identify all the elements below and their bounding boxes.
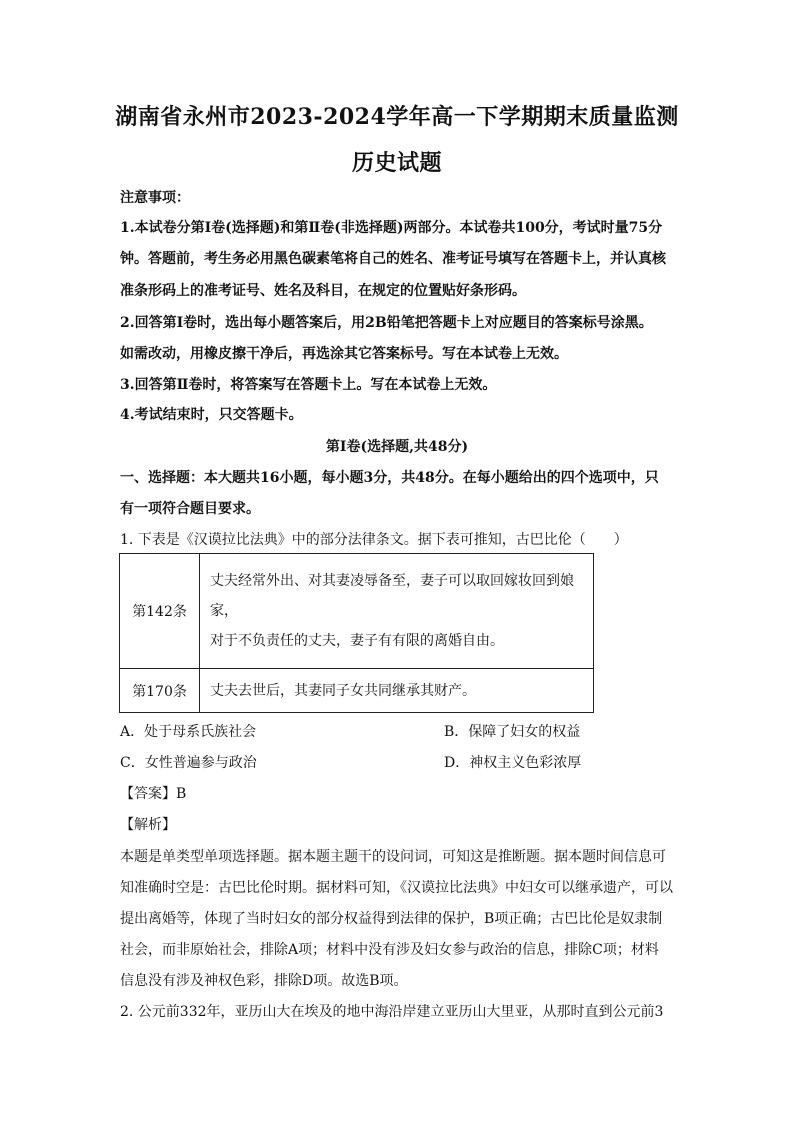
notes-line: 2.回答第Ⅰ卷时，选出每小题答案后，用2B铅笔把答题卡上对应题目的答案标号涂黑。 bbox=[120, 315, 653, 331]
exam-subject: 历史试题 bbox=[351, 150, 442, 176]
section-instruction: 一、选择题：本大题共16小题，每小题3分，共48分。在每小题给出的四个选项中，只 bbox=[120, 470, 659, 486]
exam-title: 湖南省永州市2023-2024学年高一下学期期末质量监测 bbox=[115, 104, 679, 130]
question-1-stem: 1. 下表是《汉谟拉比法典》中的部分法律条文。据下表可推知，古巴比伦（ ） bbox=[120, 532, 628, 548]
article-text-line: 对于不负责任的丈夫，妻子有有限的离婚自由。 bbox=[210, 633, 504, 649]
analysis-line: 社会，而非原始社会，排除A项；材料中没有涉及妇女参与政治的信息，排除C项；材料 bbox=[120, 942, 659, 958]
option-d: D．神权主义色彩浓厚 bbox=[444, 755, 582, 771]
analysis-line: 提出离婚等，体现了当时妇女的部分权益得到法律的保护，B项正确；古巴比伦是奴隶制 bbox=[120, 911, 663, 927]
law-table bbox=[119, 553, 594, 713]
analysis-line: 信息没有涉及神权色彩，排除D项。故选B项。 bbox=[120, 973, 408, 989]
notes-line: 4.考试结束时，只交答题卡。 bbox=[120, 407, 303, 423]
article-text-line: 丈夫经常外出、对其妻凌辱备至，妻子可以取回嫁妆回到娘 bbox=[210, 573, 574, 589]
answer-label: 【答案】B bbox=[120, 786, 187, 802]
analysis-heading: 【解析】 bbox=[120, 817, 176, 833]
article-number: 第170条 bbox=[120, 669, 200, 713]
notes-line: 如需改动，用橡皮擦干净后，再选涂其它答案标号。写在本试卷上无效。 bbox=[120, 346, 568, 362]
section-instruction: 有一项符合题目要求。 bbox=[120, 501, 260, 517]
option-c: C．女性普遍参与政治 bbox=[120, 755, 257, 771]
table-row bbox=[120, 669, 594, 713]
analysis-line: 知准确时空是：古巴比伦时期。据材料可知，《汉谟拉比法典》中妇女可以继承遗产，可以 bbox=[120, 880, 673, 896]
option-b: B．保障了妇女的权益 bbox=[444, 724, 581, 740]
analysis-line: 本题是单类型单项选择题。据本题主题干的设问词，可知这是推断题。据本题时间信息可 bbox=[120, 849, 666, 865]
article-text-line: 家， bbox=[210, 603, 238, 619]
notes-line: 钟。答题前，考生务必用黑色碳素笔将自己的姓名、准考证号填写在答题卡上，并认真核 bbox=[120, 251, 666, 267]
table-row bbox=[120, 554, 594, 669]
part-title: 第Ⅰ卷(选择题,共48分) bbox=[325, 439, 469, 455]
notes-heading: 注意事项： bbox=[120, 190, 190, 206]
notes-line: 3.回答第Ⅱ卷时，将答案写在答题卡上。写在本试卷上无效。 bbox=[120, 377, 497, 393]
article-text bbox=[200, 669, 594, 713]
notes-line: 1.本试卷分第Ⅰ卷(选择题)和第Ⅱ卷(非选择题)两部分。本试卷共100分，考试时量75分 bbox=[120, 220, 663, 236]
article-number: 第142条 bbox=[120, 554, 200, 669]
option-a: A．处于母系氏族社会 bbox=[120, 724, 257, 740]
article-text bbox=[200, 554, 594, 669]
article-text-line: 丈夫去世后，其妻同子女共同继承其财产。 bbox=[210, 682, 476, 699]
question-2-stem: 2. 公元前332年，亚历山大在埃及的地中海沿岸建立亚历山大里亚，从那时直到公元前3 bbox=[120, 1004, 664, 1020]
notes-line: 准条形码上的准考证号、姓名及科目，在规定的位置贴好条形码。 bbox=[120, 283, 526, 299]
